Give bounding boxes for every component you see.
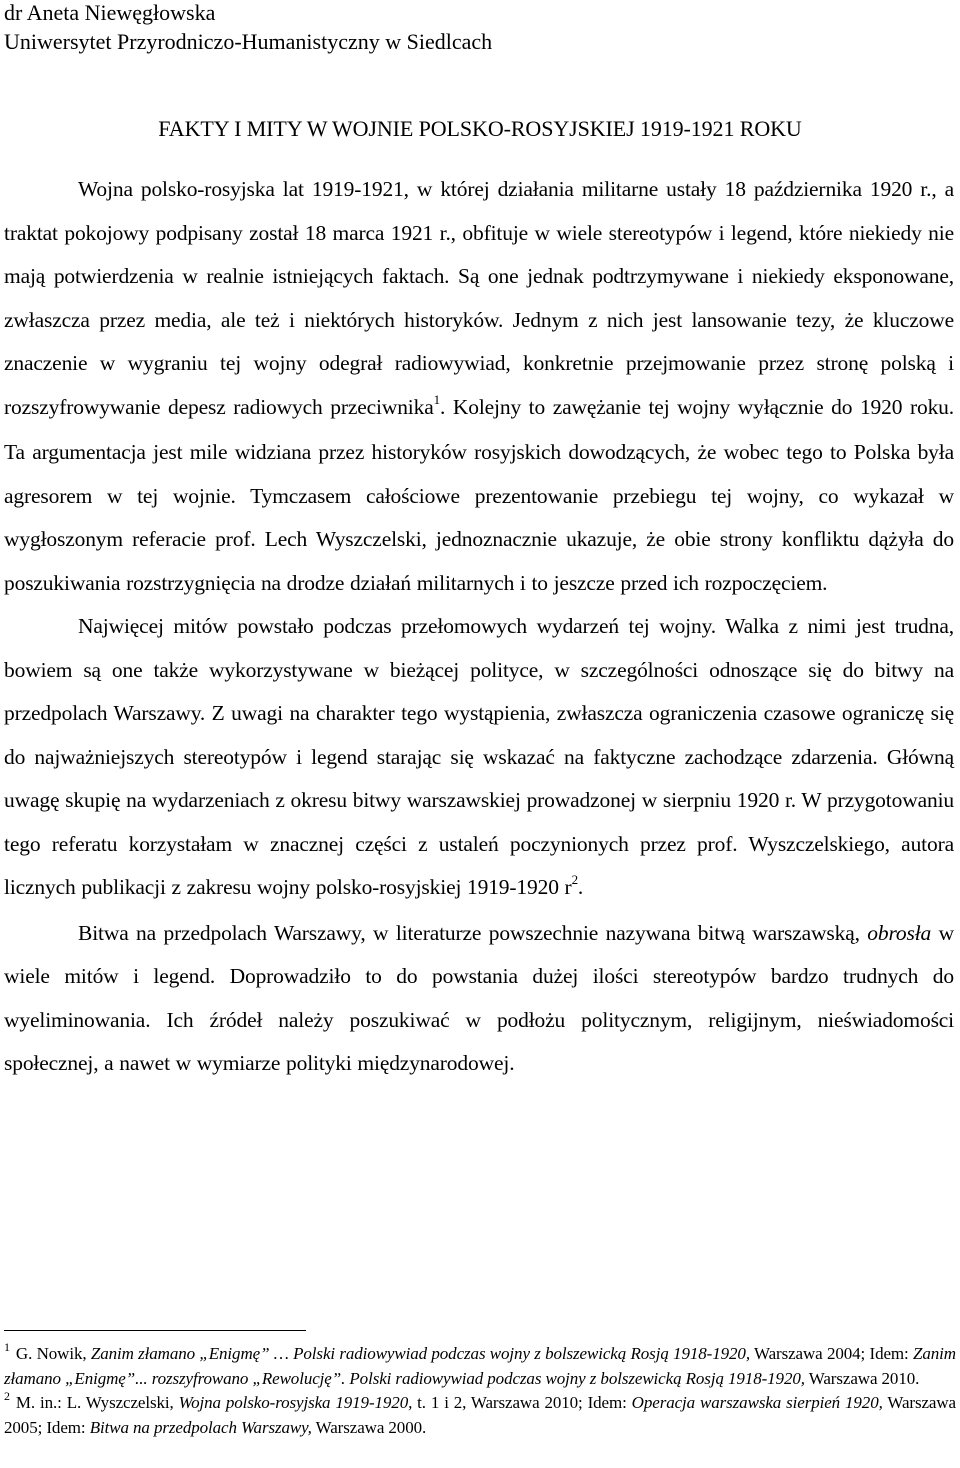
author-name: dr Aneta Niewęgłowska — [4, 0, 216, 25]
paragraph-text: . Kolejny to zawężanie tej wojny wyłącznie do 1920 roku. Ta argumentacja jest mile widziana przez historyków rosyjskich dowodzących, że wobec tego to Polska była agresorem w tej wojnie. Tymczasem całościowe prezentowanie przebiegu tej wojny, co wykazał w wygłoszonym referacie prof. Lech Wyszczelski, jednoznacznie ukazuje, że obie strony konfliktu dążyła do poszukiwania rozstrzygnięcia na drodze działań militarnych i to jeszcze przed ich rozpoczęciem. — [4, 394, 955, 595]
footnote-text: t. 1 i 2, Warszawa 2010; Idem: — [412, 1393, 632, 1412]
author-affiliation: Uniwersytet Przyrodniczo-Humanistyczny w Siedlcach — [4, 29, 493, 54]
document-body — [4, 168, 954, 1086]
paragraph-3 — [4, 912, 954, 1086]
paragraph-text: w wiele mitów i legend. Doprowadziło to do powstania dużej ilości stereotypów bardzo trudnych do wyeliminowania. Ich źródeł należy poszukiwać w podłożu politycznym, religijnym, nieświadomości społecznej, a nawet w wymiarze polityki międzynarodowej. — [4, 920, 954, 1075]
footnote-text: Warszawa 2004; Idem: — [749, 1344, 914, 1363]
footnote-2 — [4, 1391, 956, 1440]
paragraph-text: Wojna polsko-rosyjska lat 1919-1921, w której działania militarne ustały 18 października 1920 r., a traktat pokojowy podpisany został 18 marca 1921 r., obfituje w wiele stereotypów i legend, które niekiedy nie mają potwierdzenia w realnie istniejących faktach. Są one jednak podtrzymywane i niekiedy eksponowane, zwłaszcza przez media, ale też i niektórych historyków. Jednym z nich jest lansowanie tezy, że kluczowe znaczenie w wygraniu tej wojny odegrał radiowywiad, konkretnie przejmowanie przez stronę polską i rozszyfrowywanie depesz radiowych przeciwnika — [4, 177, 954, 419]
footnote-text: Warszawa 2005; Idem: — [4, 1393, 956, 1437]
paragraph-text: Bitwa na przedpolach Warszawy, w literaturze powszechnie nazywana bitwą warszawską, — [78, 920, 868, 945]
document-title: FAKTY I MITY W WOJNIE POLSKO-ROSYJSKIEJ 1919-1921 ROKU — [158, 116, 802, 141]
footnote-text: Warszawa 2000. — [311, 1418, 427, 1437]
footnote-italic: Operacja warszawska sierpień 1920, — [631, 1393, 883, 1412]
footnote-italic: Zanim złamano „Enigmę” … Polski radiowywiad podczas wojny z bolszewicką Rosją 1918-1920, — [90, 1344, 750, 1363]
footnote-number: 1 — [4, 1340, 10, 1354]
paragraph-2 — [4, 605, 954, 912]
paragraph-text: Najwięcej mitów powstało podczas przełomowych wydarzeń tej wojny. Walka z nimi jest trudna, bowiem są one także wykorzystywane w bieżącej polityce, w szczególności odnoszące się do bitwy na przedpolach Warszawy. Z uwagi na charakter tego wystąpienia, zwłaszcza ograniczenia czasowe ograniczę się do najważniejszych stereotypów i legend starając się wskazać na faktyczne zachodzące zdarzenia. Główną uwagę skupię na wydarzeniach z okresu bitwy warszawskiej prowadzonej w sierpniu 1920 r. W przygotowaniu tego referatu korzystałam w znacznej części z ustaleń poczynionych przez prof. Wyszczelskiego, autora licznych publikacji z zakresu wojny polsko-rosyjskiej 1919-1920 r — [4, 614, 954, 899]
footnote-ref-2[interactable]: 2 — [571, 872, 578, 887]
footnote-1 — [4, 1342, 956, 1391]
header — [4, 0, 944, 56]
footnotes — [4, 1342, 956, 1440]
footnote-text: M. in.: L. Wyszczelski, — [15, 1393, 179, 1412]
paragraph-italic-word: obrosła — [867, 920, 932, 945]
footnote-text: G. Nowik, — [15, 1344, 91, 1363]
paragraph-1 — [4, 168, 954, 605]
footnote-ref-1[interactable]: 1 — [433, 391, 440, 407]
footnote-number: 2 — [4, 1389, 10, 1403]
footnote-italic: Bitwa na przedpolach Warszawy, — [89, 1418, 312, 1437]
footnote-separator — [4, 1330, 306, 1331]
footnote-text: Warszawa 2010. — [804, 1369, 920, 1388]
paragraph-text: . — [577, 875, 584, 899]
footnote-italic: Zanim złamano „Enigmę”... rozszyfrowano „Rewolucję”. Polski radiowywiad podczas wojny z bolszewicką Rosją 1918-1920, — [4, 1344, 956, 1388]
footnote-italic: Wojna polsko-rosyjska 1919-1920, — [178, 1393, 413, 1412]
